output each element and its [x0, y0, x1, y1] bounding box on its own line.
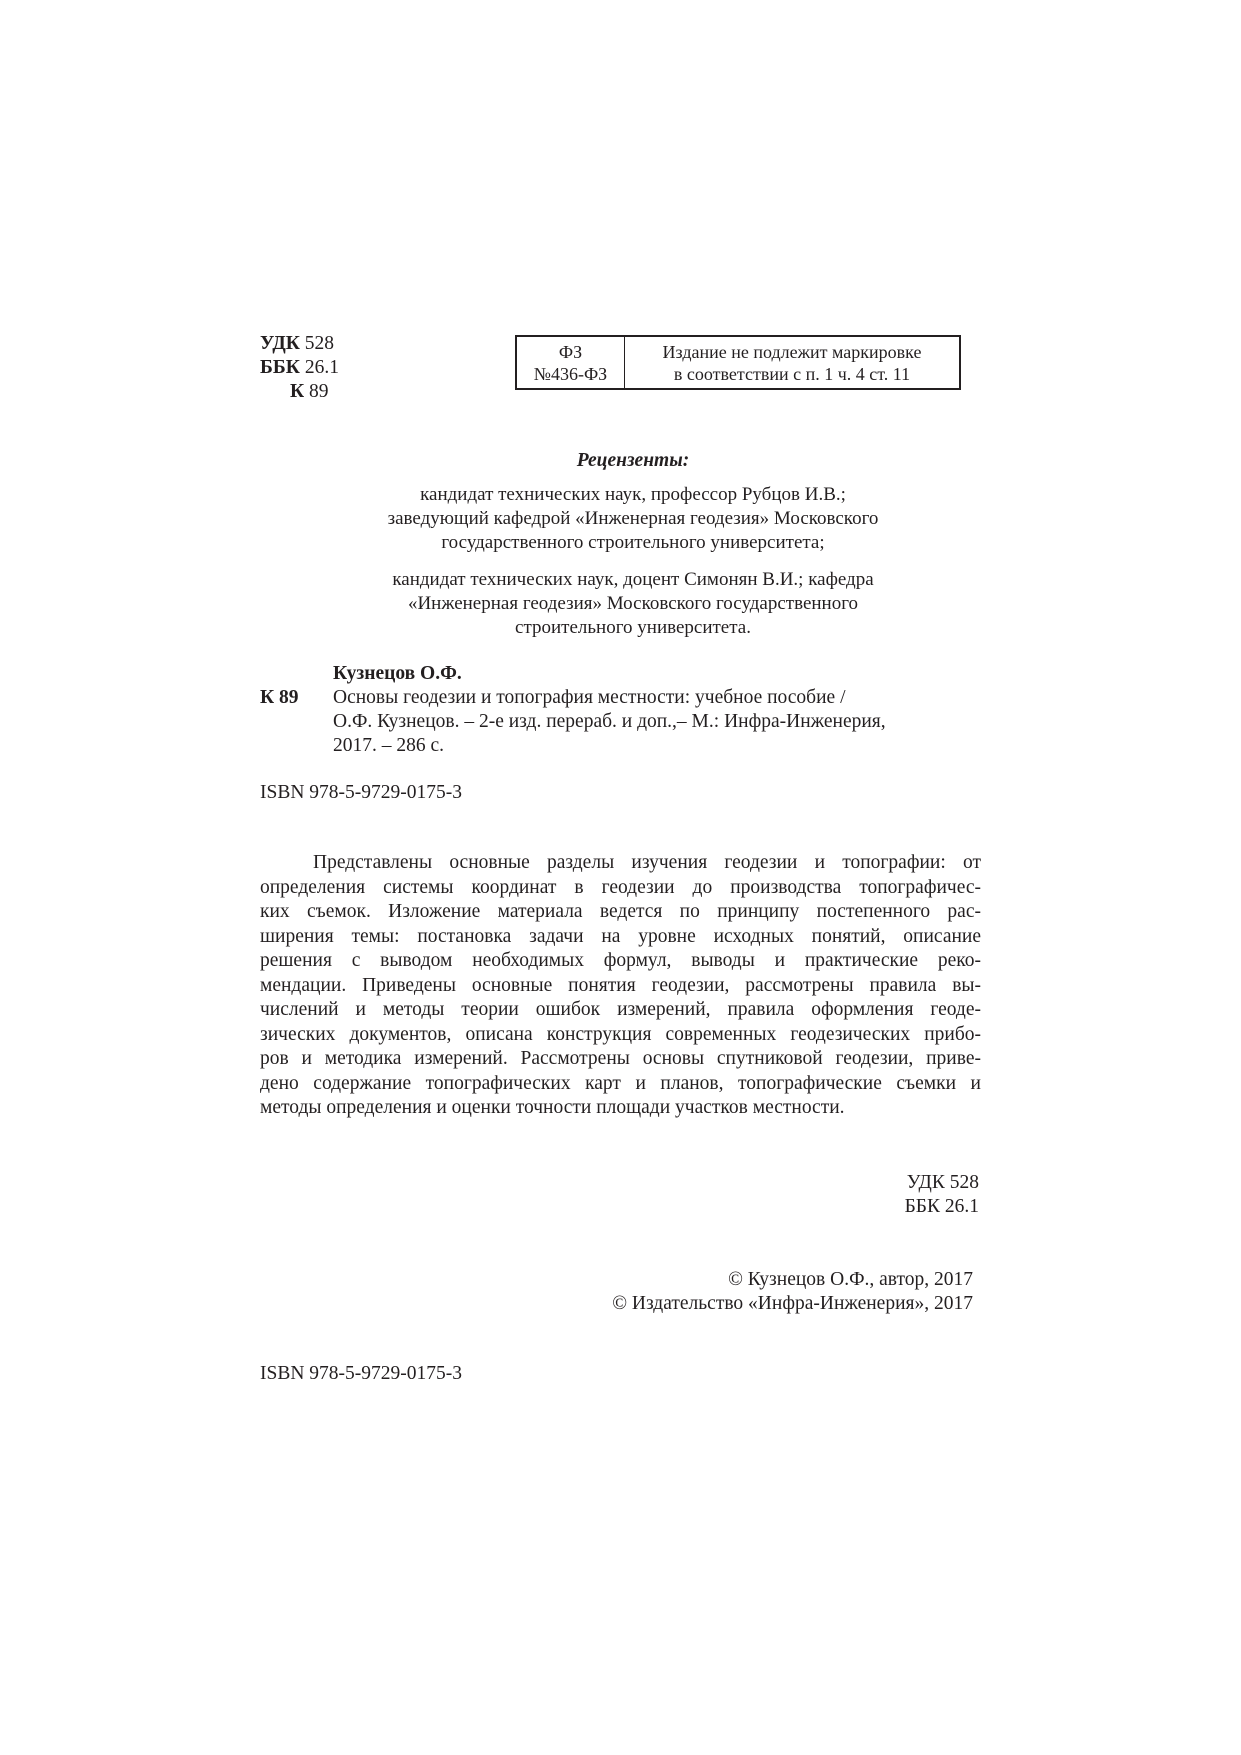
- udk-value: 528: [299, 333, 335, 354]
- reviewer-1-line: государственного строительного университета;: [441, 532, 825, 553]
- author-name: Кузнецов О.Ф.: [333, 663, 462, 684]
- copyright-author: © Кузнецов О.Ф., автор, 2017: [728, 1269, 973, 1290]
- note-cell: [625, 337, 959, 388]
- abstract-line: числений и методы теории ошибок измерений, правила оформления геоде-: [260, 999, 981, 1020]
- bbk-label: ББК: [260, 357, 300, 378]
- bib-line: Основы геодезии и топография местности: учебное пособие /: [333, 687, 846, 708]
- abstract-line: ширения темы: постановка задачи на уровне исходных понятий, описание: [260, 925, 981, 947]
- udk-bottom: УДК 528: [906, 1172, 979, 1193]
- labeling-law-table: [515, 335, 961, 390]
- abstract-line: определения системы координат в геодезии до производства топографичес-: [260, 876, 981, 898]
- reviewer-1: [0, 483, 1241, 555]
- udk-bbk-bottom: [905, 1171, 979, 1219]
- classification-block: [260, 332, 339, 404]
- abstract-line: мендации. Приведены основные понятия геодезии, рассмотрены правила вы-: [260, 974, 981, 996]
- author-mark-line: [260, 380, 339, 404]
- abstract-line: зических документов, описана конструкция современных геодезических прибо-: [260, 1023, 981, 1045]
- reviewer-1-line: заведующий кафедрой «Инженерная геодезия» Московского: [387, 508, 879, 529]
- copyright-block: [612, 1268, 973, 1316]
- abstract-line: ров и методика измерений. Рассмотрены основы спутниковой геодезии, приве-: [260, 1048, 981, 1069]
- author-mark-value: 89: [304, 381, 329, 402]
- abstract-line: методы определения и оценки точности площади участков местности.: [260, 1097, 845, 1118]
- isbn-bottom: ISBN 978-5-9729-0175-3: [260, 1363, 463, 1384]
- abstract: [260, 851, 981, 1121]
- copyright-publisher: © Издательство «Инфра-Инженерия», 2017: [612, 1293, 973, 1314]
- bib-line: 2017. – 286 с.: [333, 735, 445, 756]
- bbk-line: [260, 356, 339, 380]
- author-mark-code: К 89: [260, 687, 299, 708]
- bib-line: О.Ф. Кузнецов. – 2-е изд. перераб. и доп.,– М.: Инфра-Инженерия,: [333, 711, 886, 732]
- law-cell: [517, 337, 625, 388]
- law-line-1: ФЗ: [558, 341, 583, 362]
- note-line-1: Издание не подлежит маркировке: [662, 341, 922, 362]
- udk-label: УДК: [260, 333, 300, 354]
- reviewer-1-line: кандидат технических наук, профессор Рубцов И.В.;: [420, 484, 846, 505]
- reviewer-2-line: «Инженерная геодезия» Московского государственного: [407, 593, 859, 614]
- abstract-line: дено содержание топографических карт и планов, топографические съемки и: [260, 1072, 981, 1094]
- isbn-top: ISBN 978-5-9729-0175-3: [260, 782, 463, 803]
- bbk-bottom: ББК 26.1: [904, 1196, 979, 1217]
- abstract-line: решения с выводом необходимых формул, выводы и практические реко-: [260, 950, 981, 971]
- reviewers-heading: Рецензенты:: [576, 450, 690, 471]
- abstract-line: ких съемок. Изложение материала ведется по принципу постепенного рас-: [260, 901, 981, 922]
- bbk-value: 26.1: [299, 357, 339, 378]
- udk-line: [260, 332, 339, 356]
- note-line-2: в соответствии с п. 1 ч. 4 ст. 11: [673, 363, 911, 384]
- reviewer-2-line: строительного университета.: [515, 617, 751, 638]
- bibliographic-description: [333, 686, 886, 758]
- reviewer-2: [0, 568, 1241, 640]
- author-mark-label: К: [290, 381, 305, 402]
- law-line-2: №436-ФЗ: [533, 363, 608, 384]
- reviewer-2-line: кандидат технических наук, доцент Симонян В.И.; кафедра: [392, 569, 874, 590]
- abstract-line: Представлены основные разделы изучения геодезии и топографии: от: [313, 852, 981, 873]
